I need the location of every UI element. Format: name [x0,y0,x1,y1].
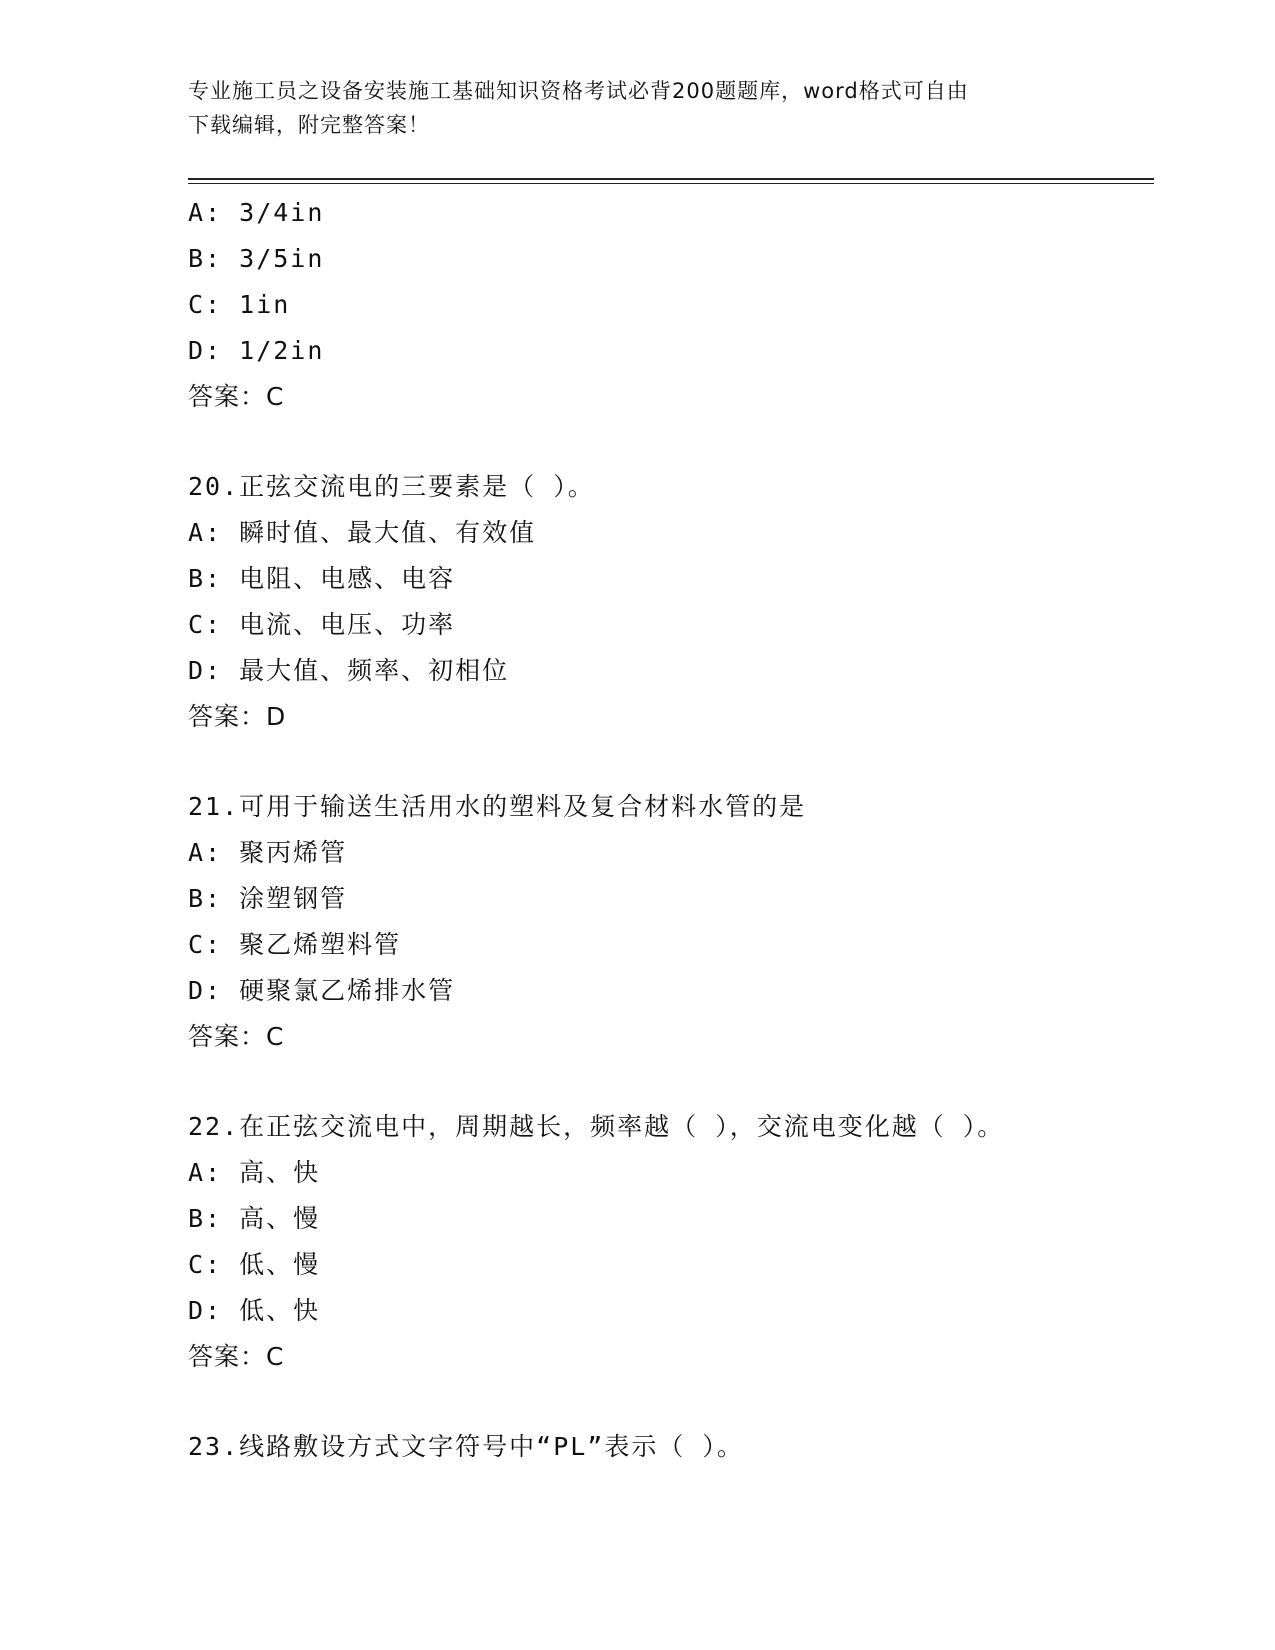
option-c: C: 1in [188,290,291,319]
option-d: D: 1/2in [188,336,325,365]
option-c: C: 电流、电压、功率 [188,610,456,639]
answer-line: 答案：C [188,1022,285,1051]
option-a: A: 高、快 [188,1158,321,1187]
answer-line: 答案：D [188,702,287,731]
question-20 [188,464,1148,740]
option-d: D: 最大值、频率、初相位 [188,656,510,685]
question-21 [188,784,1148,1060]
option-b: B: 高、慢 [188,1204,321,1233]
question-text: 21.可用于输送生活用水的塑料及复合材料水管的是 [188,792,807,821]
header-rule-thick [188,178,1154,180]
question-23 [188,1424,1148,1470]
page-header [188,74,1088,142]
question-19-continued [188,190,1148,420]
option-d: D: 低、快 [188,1296,321,1325]
header-line-1: 专业施工员之设备安装施工基础知识资格考试必背200题题库，word格式可自由 [188,79,969,103]
header-line-2: 下载编辑，附完整答案！ [188,113,430,137]
option-a: A: 3/4in [188,198,325,227]
option-a: A: 瞬时值、最大值、有效值 [188,518,537,547]
option-b: B: 涂塑钢管 [188,884,348,913]
question-text: 23.线路敷设方式文字符号中“PL”表示（ ）。 [188,1432,744,1461]
option-d: D: 硬聚氯乙烯排水管 [188,976,456,1005]
option-c: C: 低、慢 [188,1250,321,1279]
header-rule-thin [188,183,1154,184]
question-content [188,190,1148,1470]
answer-line: 答案：C [188,1342,285,1371]
question-text: 22.在正弦交流电中，周期越长，频率越（ ），交流电变化越（ ）。 [188,1112,1005,1141]
answer-line: 答案：C [188,382,285,411]
option-c: C: 聚乙烯塑料管 [188,930,402,959]
option-a: A: 聚丙烯管 [188,838,348,867]
option-b: B: 3/5in [188,244,325,273]
question-text: 20.正弦交流电的三要素是（ ）。 [188,472,595,501]
question-22 [188,1104,1148,1380]
option-b: B: 电阻、电感、电容 [188,564,456,593]
